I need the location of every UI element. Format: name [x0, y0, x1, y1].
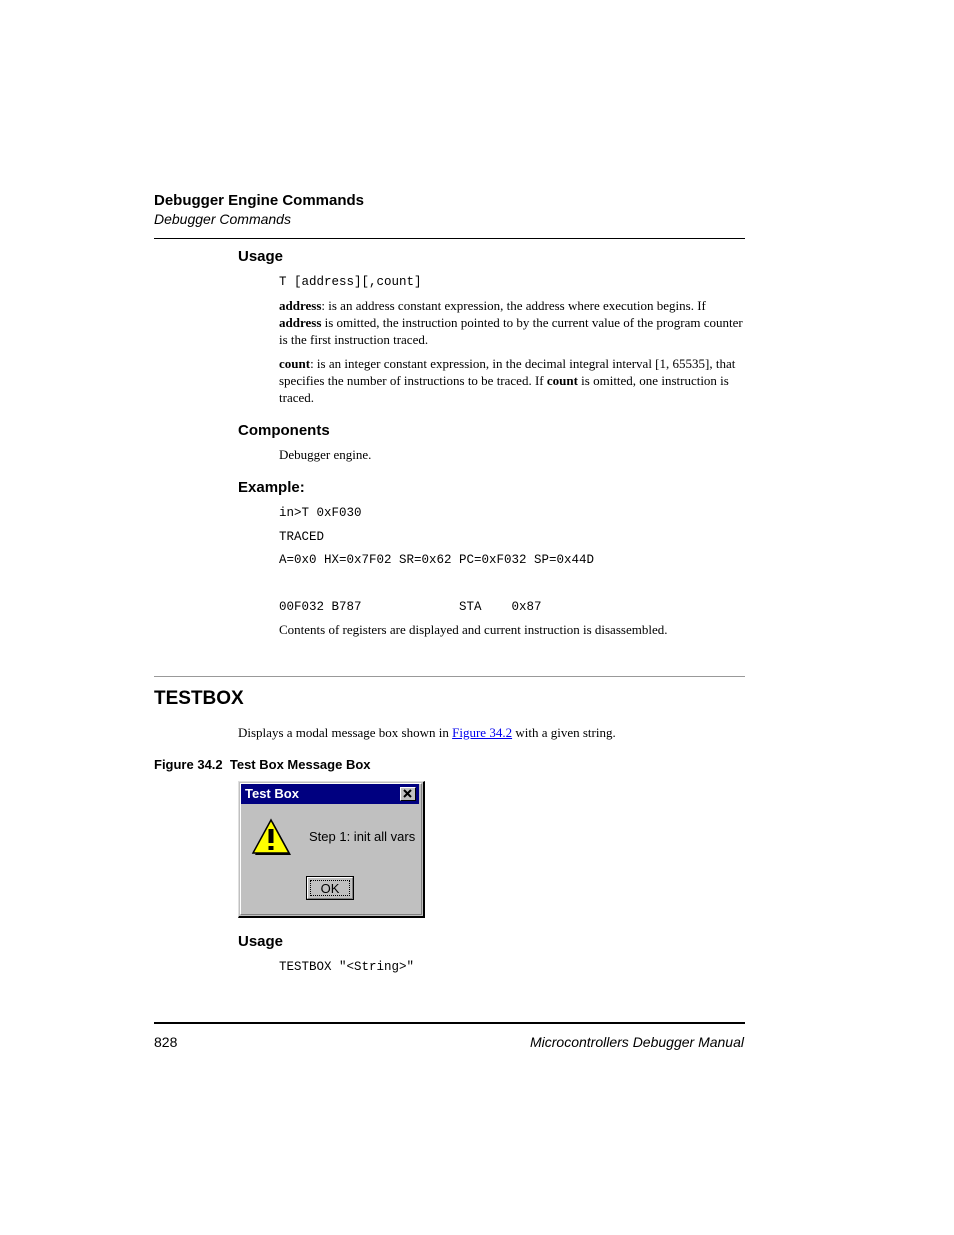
warning-icon — [251, 818, 291, 856]
address-desc-part2: is omitted, the instruction pointed to by the current value of the program counter is the first instruction traced. — [279, 315, 743, 347]
dialog-titlebar[interactable] — [241, 784, 419, 804]
footer-rule — [154, 1022, 745, 1024]
section-divider — [154, 676, 745, 677]
count-term: count — [279, 356, 311, 371]
count-desc-part1: : is an integer constant expression, in the decimal integral interval [1, 65535], that specifies the number of instructions to be traced. If — [279, 356, 736, 388]
test-box-dialog — [238, 781, 425, 918]
usage-heading: Usage — [238, 248, 284, 265]
running-header-title: Debugger Engine Commands — [154, 192, 365, 209]
testbox-desc-before: Displays a modal message box shown in — [238, 725, 453, 740]
example-heading: Example: — [238, 479, 305, 496]
address-term: address — [279, 298, 322, 313]
ok-button-label: OK — [310, 880, 350, 896]
header-rule — [154, 238, 745, 239]
example-line-4: 00F032 B787 STA 0x87 — [279, 600, 542, 614]
testbox-description — [238, 724, 616, 741]
figure-link[interactable]: Figure 34.2 — [452, 725, 513, 740]
dialog-message: Step 1: init all vars — [309, 829, 416, 844]
page-number: 828 — [154, 1034, 178, 1050]
close-icon — [401, 788, 415, 800]
components-heading: Components — [238, 422, 330, 439]
testbox-desc-after: with a given string. — [512, 725, 616, 740]
ok-button[interactable] — [306, 876, 354, 900]
usage-syntax: T [address][,count] — [279, 275, 422, 289]
address-term-2: address — [279, 315, 322, 330]
dialog-title: Test Box — [245, 786, 299, 801]
example-line-2: TRACED — [279, 530, 325, 544]
usage-heading-2: Usage — [238, 933, 284, 950]
figure-caption: Figure 34.2 Test Box Message Box — [154, 757, 371, 772]
count-desc-part2: is omitted, one instruction is traced. — [279, 373, 729, 405]
manual-title: Microcontrollers Debugger Manual — [530, 1034, 744, 1050]
running-header-subtitle: Debugger Commands — [154, 211, 291, 227]
components-text: Debugger engine. — [279, 447, 372, 462]
usage-syntax-2: TESTBOX "<String>" — [279, 960, 415, 974]
count-param-description — [279, 355, 745, 406]
example-note: Contents of registers are displayed and current instruction is disassembled. — [279, 622, 668, 637]
address-param-description — [279, 297, 745, 348]
testbox-heading: TESTBOX — [154, 688, 244, 709]
example-line-3: A=0x0 HX=0x7F02 SR=0x62 PC=0xF032 SP=0x44D — [279, 553, 595, 567]
count-term-2: count — [546, 373, 578, 388]
address-desc-part1: : is an address constant expression, the address where execution begins. If — [321, 298, 706, 313]
example-line-1: in>T 0xF030 — [279, 506, 362, 520]
dialog-close-button[interactable] — [400, 787, 416, 801]
